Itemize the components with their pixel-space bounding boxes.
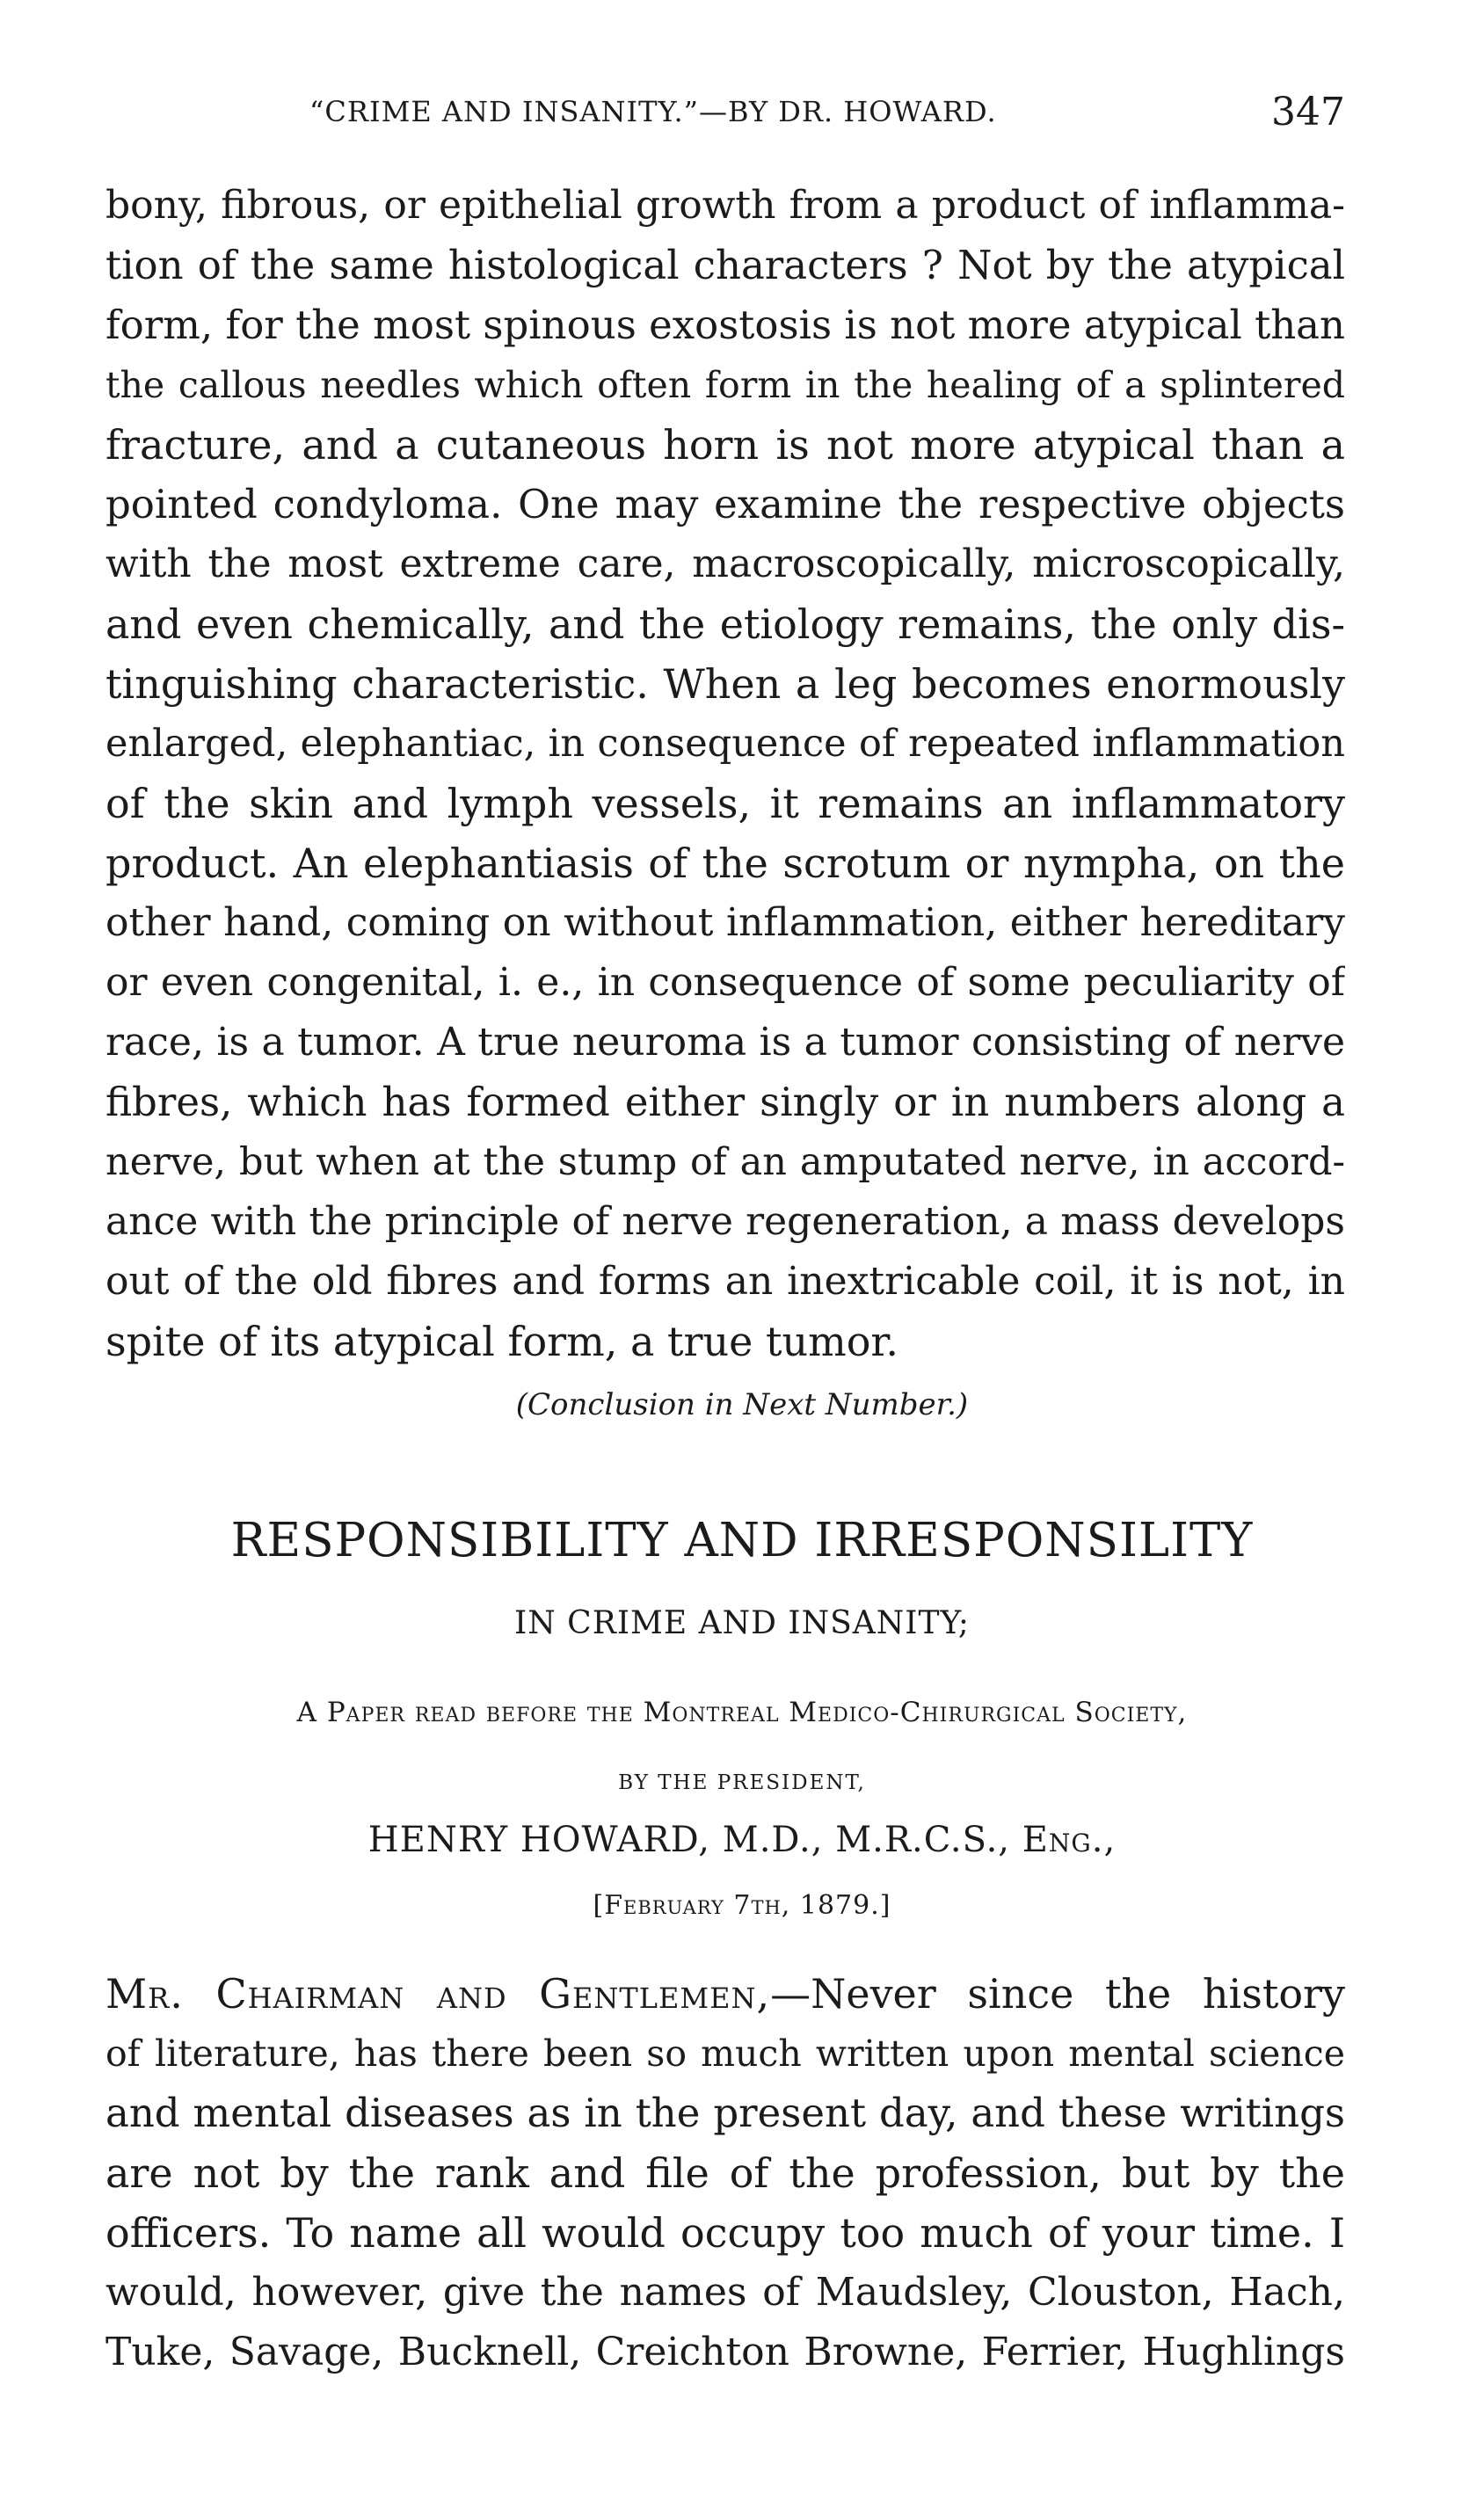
page-number: 347 bbox=[1271, 90, 1345, 135]
author-suffix: Eng., bbox=[1022, 1820, 1117, 1860]
text-line bbox=[105, 1964, 1345, 2024]
text-line: or even congenital, i. e., in consequence of some peculiarity of bbox=[105, 960, 1345, 1005]
text-line: officers. To name all would occupy too much of your time. I bbox=[105, 2209, 1345, 2257]
text-line: enlarged, elephantiac, in consequence of repeated inflammation bbox=[105, 722, 1345, 766]
article-title: RESPONSIBILITY AND IRRESPONSILITY bbox=[230, 1514, 1254, 1567]
author-text: HENRY HOWARD, M.D., M.R.C.S., bbox=[367, 1820, 1022, 1860]
text-line: tinguishing characteristic. When a leg becomes enormously bbox=[105, 660, 1345, 708]
text-line: pointed condyloma. One may examine the respective objects bbox=[105, 481, 1345, 527]
by-line: BY THE PRESIDENT, bbox=[618, 1771, 866, 1794]
text-line: of the skin and lymph vessels, it remains an inflammatory bbox=[105, 780, 1345, 827]
text-line: fracture, and a cutaneous horn is not more atypical than a bbox=[105, 421, 1345, 469]
running-head-title: “CRIME AND INSANITY.”—BY DR. HOWARD. bbox=[309, 95, 997, 128]
first-line-rest: —Never since the history bbox=[770, 1970, 1345, 2018]
text-line: would, however, give the names of Maudsley, Clouston, Hach, bbox=[105, 2270, 1345, 2315]
salutation: Mr. Chairman and Gentlemen, bbox=[105, 1970, 771, 2018]
text-line: tion of the same histological characters ? Not by the atypical bbox=[105, 242, 1345, 288]
paper-read-before: A Paper read before the Montreal Medico-Chirurgical Society, bbox=[296, 1697, 1188, 1728]
conclusion-note: (Conclusion in Next Number.) bbox=[515, 1387, 969, 1422]
text-line: bony, fibrous, or epithelial growth from a product of inflamma- bbox=[105, 183, 1345, 228]
text-line: of literature, has there been so much written upon mental science bbox=[105, 2032, 1345, 2075]
text-line: fibres, which has formed either singly or in numbers along a bbox=[105, 1079, 1345, 1125]
author-name bbox=[0, 1820, 1484, 1860]
text-line: spite of its atypical form, a true tumor. bbox=[105, 1318, 898, 1365]
running-head bbox=[105, 90, 1345, 139]
article-date: [February 7th, 1879.] bbox=[593, 1890, 891, 1921]
text-line: other hand, coming on without inflammation, either hereditary bbox=[105, 900, 1345, 945]
text-line: ance with the principle of nerve regeneration, a mass develops bbox=[105, 1199, 1345, 1244]
text-line: form, for the most spinous exostosis is not more atypical than bbox=[105, 302, 1345, 348]
text-line: Tuke, Savage, Bucknell, Creichton Browne, Ferrier, Hughlings bbox=[105, 2330, 1345, 2374]
text-line: with the most extreme care, macroscopically, microscopically, bbox=[105, 542, 1345, 586]
text-line: product. An elephantiasis of the scrotum or nympha, on the bbox=[105, 840, 1345, 887]
article-subtitle: IN CRIME AND INSANITY; bbox=[514, 1605, 970, 1641]
text-line: race, is a tumor. A true neuroma is a tumor consisting of nerve bbox=[105, 1020, 1345, 1065]
text-line: and even chemically, and the etiology remains, the only dis- bbox=[105, 600, 1345, 648]
text-line: the callous needles which often form in the healing of a splintered bbox=[105, 364, 1345, 406]
text-line: are not by the rank and file of the profession, but by the bbox=[105, 2149, 1345, 2197]
text-line: and mental diseases as in the present day, and these writings bbox=[105, 2090, 1345, 2136]
paragraph-continued bbox=[105, 176, 1345, 1371]
paragraph-address bbox=[105, 1964, 1345, 2382]
text-line: out of the old fibres and forms an inextricable coil, it is not, in bbox=[105, 1259, 1345, 1304]
text-line: nerve, but when at the stump of an amputated nerve, in accord- bbox=[105, 1140, 1345, 1184]
